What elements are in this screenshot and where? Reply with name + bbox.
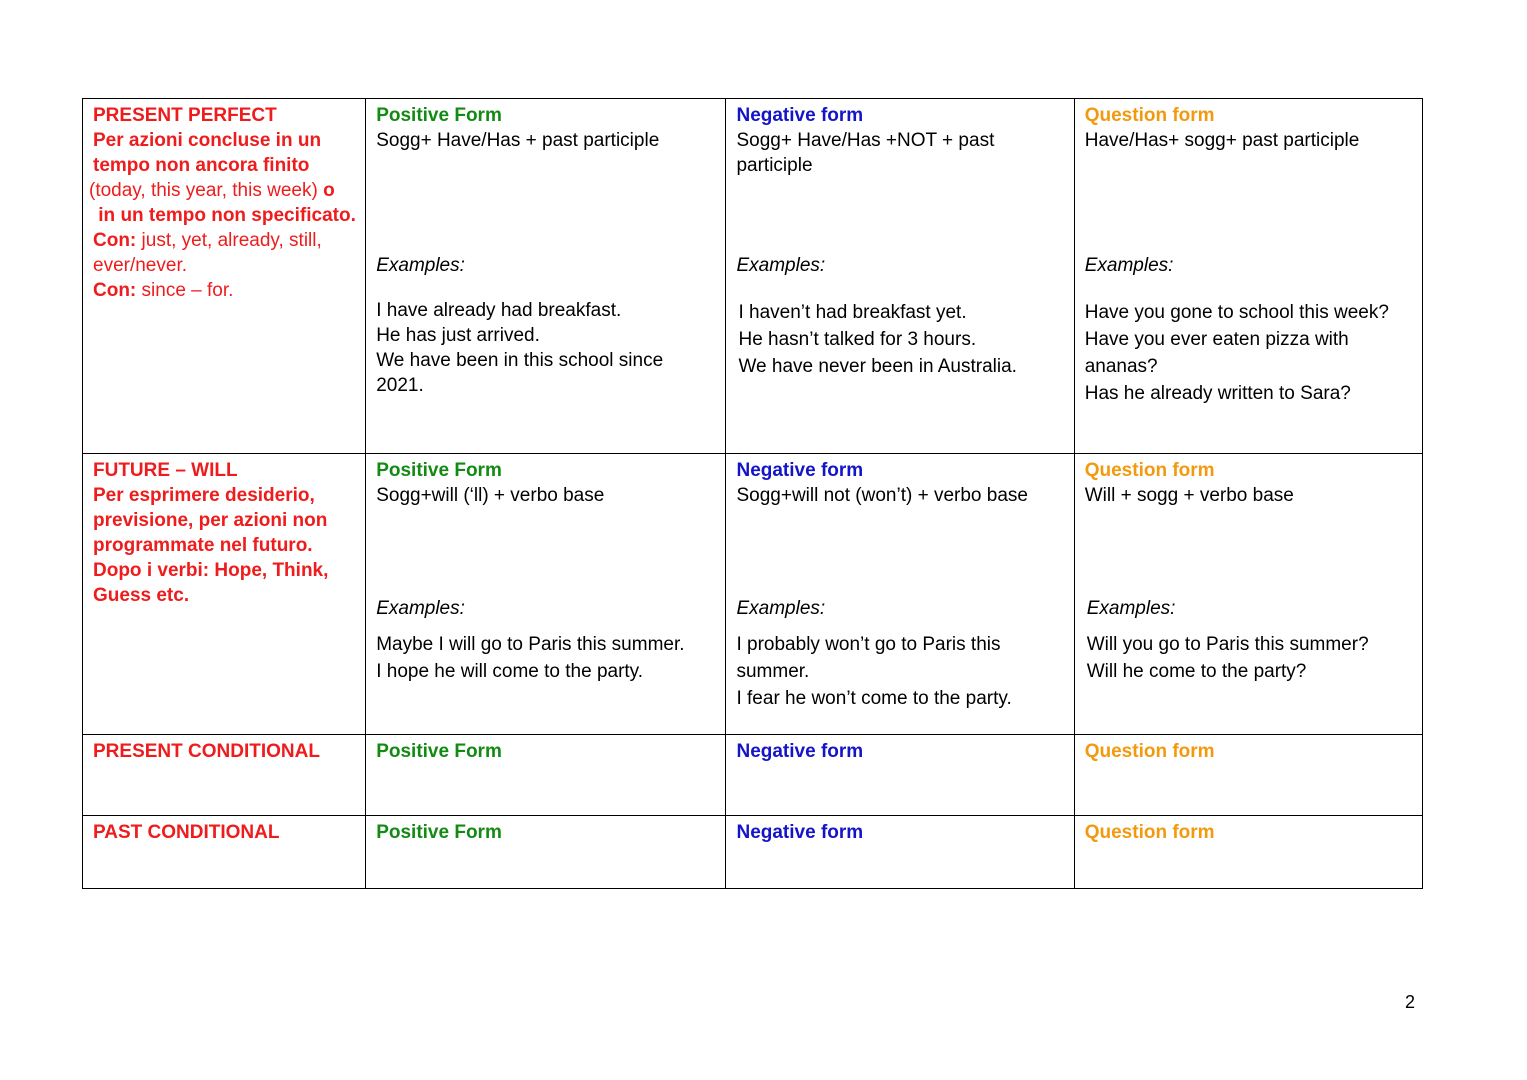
example-line: Has he already written to Sara?	[1084, 383, 1351, 404]
question-form-heading: Question form	[1084, 822, 1215, 843]
example-line: He hasn’t talked for 3 hours.	[738, 329, 977, 350]
example-line: He has just arrived.	[376, 325, 540, 346]
examples-label: Examples:	[1086, 598, 1176, 619]
positive-cell-present-conditional	[366, 735, 726, 816]
positive-cell-past-conditional	[366, 816, 726, 889]
tense-desc-line: Per esprimere desiderio,	[93, 485, 315, 506]
tense-desc-text: o	[317, 180, 335, 201]
tense-cell-present-conditional	[83, 735, 366, 816]
tense-desc-line: Guess etc.	[93, 585, 190, 606]
negative-cell-present-perfect	[726, 99, 1074, 454]
tense-title: FUTURE – WILL	[93, 460, 238, 481]
positive-form-heading: Positive Form	[376, 741, 502, 762]
example-line: I hope he will come to the party.	[376, 661, 644, 682]
example-line: I have already had breakfast.	[376, 300, 622, 321]
negative-cell-past-conditional	[726, 816, 1074, 889]
negative-cell-future-will	[726, 454, 1074, 735]
question-cell-future-will	[1074, 454, 1422, 735]
negative-form-heading: Negative form	[736, 105, 864, 126]
table-row-present-perfect	[83, 99, 1423, 454]
negative-form-heading: Negative form	[736, 822, 864, 843]
example-line: I probably won’t go to Paris this	[736, 634, 1001, 655]
form-rule: Sogg+ Have/Has + past participle	[376, 130, 660, 151]
tense-desc-text: since – for.	[136, 280, 234, 301]
positive-form-heading: Positive Form	[376, 460, 502, 481]
tense-desc-line	[93, 228, 355, 253]
tense-title: PRESENT CONDITIONAL	[93, 741, 320, 762]
tense-desc-line: Dopo i verbi: Hope, Think,	[93, 560, 329, 581]
page-number: 2	[1405, 992, 1416, 1012]
tense-desc-text: Con:	[93, 280, 137, 301]
examples-label: Examples:	[736, 598, 826, 619]
question-form-heading: Question form	[1084, 741, 1215, 762]
tense-desc-line: tempo non ancora finito	[93, 155, 310, 176]
tense-title: PAST CONDITIONAL	[93, 822, 280, 843]
example-line: Maybe I will go to Paris this summer.	[376, 634, 685, 655]
table-row-past-conditional	[83, 816, 1423, 889]
tense-desc-text: Con:	[93, 230, 137, 251]
question-cell-present-perfect	[1074, 99, 1422, 454]
positive-cell-present-perfect	[366, 99, 726, 454]
examples-label: Examples:	[1084, 255, 1174, 276]
negative-form-heading: Negative form	[736, 741, 864, 762]
example-line: We have been in this school since	[376, 350, 664, 371]
tense-desc-line	[93, 278, 355, 303]
negative-form-heading: Negative form	[736, 460, 864, 481]
question-cell-present-conditional	[1074, 735, 1422, 816]
example-line: 2021.	[376, 375, 424, 396]
negative-cell-present-conditional	[726, 735, 1074, 816]
form-rule: Have/Has+ sogg+ past participle	[1084, 130, 1360, 151]
positive-form-heading: Positive Form	[376, 822, 502, 843]
tense-desc-line: Per azioni concluse in un	[93, 130, 322, 151]
form-rule: Sogg+will (‘ll) + verbo base	[376, 485, 605, 506]
tense-cell-present-perfect	[83, 99, 366, 454]
example-line: I haven’t had breakfast yet.	[738, 302, 967, 323]
form-rule: Sogg+will not (won’t) + verbo base	[736, 485, 1028, 506]
tense-desc-text: (today, this year, this week)	[89, 180, 318, 201]
example-line: Have you ever eaten pizza with	[1084, 329, 1349, 350]
question-form-heading: Question form	[1084, 460, 1215, 481]
example-line: I fear he won’t come to the party.	[736, 688, 1012, 709]
positive-form-heading: Positive Form	[376, 105, 502, 126]
tense-desc-line	[89, 178, 355, 203]
tense-title: PRESENT PERFECT	[93, 105, 277, 126]
example-line: Will he come to the party?	[1086, 661, 1307, 682]
form-rule: Sogg+ Have/Has +NOT + past participle	[736, 130, 995, 176]
question-cell-past-conditional	[1074, 816, 1422, 889]
examples-label: Examples:	[376, 598, 465, 619]
tense-cell-future-will	[83, 454, 366, 735]
example-line: ananas?	[1084, 356, 1158, 377]
example-line: We have never been in Australia.	[738, 356, 1017, 377]
form-rule: Will + sogg + verbo base	[1084, 485, 1294, 506]
tense-desc-text: just, yet, already, still,	[136, 230, 322, 251]
question-form-heading: Question form	[1084, 105, 1215, 126]
table-row-future-will	[83, 454, 1423, 735]
table-row-present-conditional	[83, 735, 1423, 816]
tense-desc-line: in un tempo non specificato.	[93, 205, 356, 226]
tense-desc-line: previsione, per azioni non	[93, 510, 328, 531]
examples-label: Examples:	[736, 255, 826, 276]
example-line: Will you go to Paris this summer?	[1086, 634, 1369, 655]
examples-label: Examples:	[376, 255, 465, 276]
example-line: summer.	[736, 661, 810, 682]
tense-cell-past-conditional	[83, 816, 366, 889]
positive-cell-future-will	[366, 454, 726, 735]
grammar-table	[82, 98, 1423, 889]
example-line: Have you gone to school this week?	[1084, 302, 1389, 323]
tense-desc-line: ever/never.	[93, 255, 187, 276]
tense-desc-line: programmate nel futuro.	[93, 535, 313, 556]
